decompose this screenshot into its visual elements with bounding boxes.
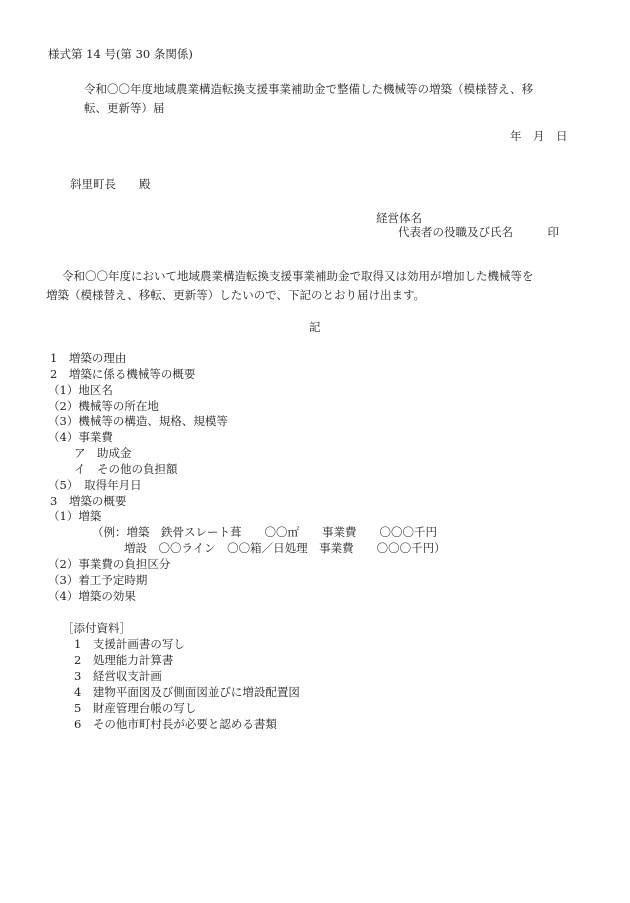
document-title-line1: 令和〇〇年度地域農業構造転換支援事業補助金で整備した機械等の増築（模様替え、移 — [84, 82, 534, 96]
attachment-item: 5 財産管理台帳の写し — [74, 701, 197, 715]
date-field: 年 月 日 — [510, 129, 568, 143]
section-3-4: （4）増築の効果 — [48, 589, 136, 603]
applicant-representative-label: 代表者の役職及び氏名 印 — [398, 225, 559, 239]
attachments-heading: ［添付資料］ — [62, 621, 131, 635]
form-number: 様式第 14 号(第 30 条関係) — [48, 47, 193, 61]
section-1: 1 増築の理由 — [50, 351, 127, 365]
attachment-item: 2 処理能力計算書 — [74, 653, 174, 667]
attachment-item: 3 経営収支計画 — [74, 669, 162, 683]
attachment-item: 1 支援計画書の写し — [74, 637, 185, 651]
section-2-2: （2）機械等の所在地 — [48, 399, 159, 413]
section-2: 2 増築に係る機械等の概要 — [50, 367, 196, 381]
section-2-4: （4）事業費 — [48, 430, 113, 444]
section-2-5: （5） 取得年月日 — [48, 478, 142, 492]
section-3-2: （2）事業費の負担区分 — [48, 557, 171, 571]
example-line1: （例：増築 鉄骨スレート葺 〇〇㎡ 事業費 〇〇〇千円 — [92, 525, 437, 539]
applicant-entity-label: 経営体名 — [376, 211, 422, 225]
attachment-item: 4 建物平面図及び側面図並びに増設配置図 — [74, 685, 300, 699]
section-2-4-a: ア 助成金 — [74, 446, 132, 460]
addressee: 斜里町長 殿 — [70, 177, 151, 191]
body-text-line2: 増築（模様替え、移転、更新等）したいので、下記のとおり届け出ます。 — [46, 288, 426, 302]
ki-heading: 記 — [309, 320, 321, 334]
section-2-4-b: イ その他の負担額 — [74, 462, 178, 476]
section-2-1: （1）地区名 — [48, 383, 113, 397]
section-3: 3 増築の概要 — [50, 494, 127, 508]
section-2-3: （3）機械等の構造、規格、規模等 — [48, 414, 228, 428]
attachment-item: 6 その他市町村長が必要と認める書類 — [74, 717, 277, 731]
section-3-3: （3）着工予定時期 — [48, 573, 148, 587]
document-title-line2: 転、更新等）届 — [84, 101, 165, 115]
section-3-1: （1）増築 — [48, 509, 102, 523]
body-text-line1: 令和〇〇年度において地域農業構造転換支援事業補助金で取得又は効用が増加した機械等を — [62, 269, 534, 283]
example-line2: 増設 〇〇ライン 〇〇箱／日処理 事業費 〇〇〇千円） — [124, 541, 446, 555]
